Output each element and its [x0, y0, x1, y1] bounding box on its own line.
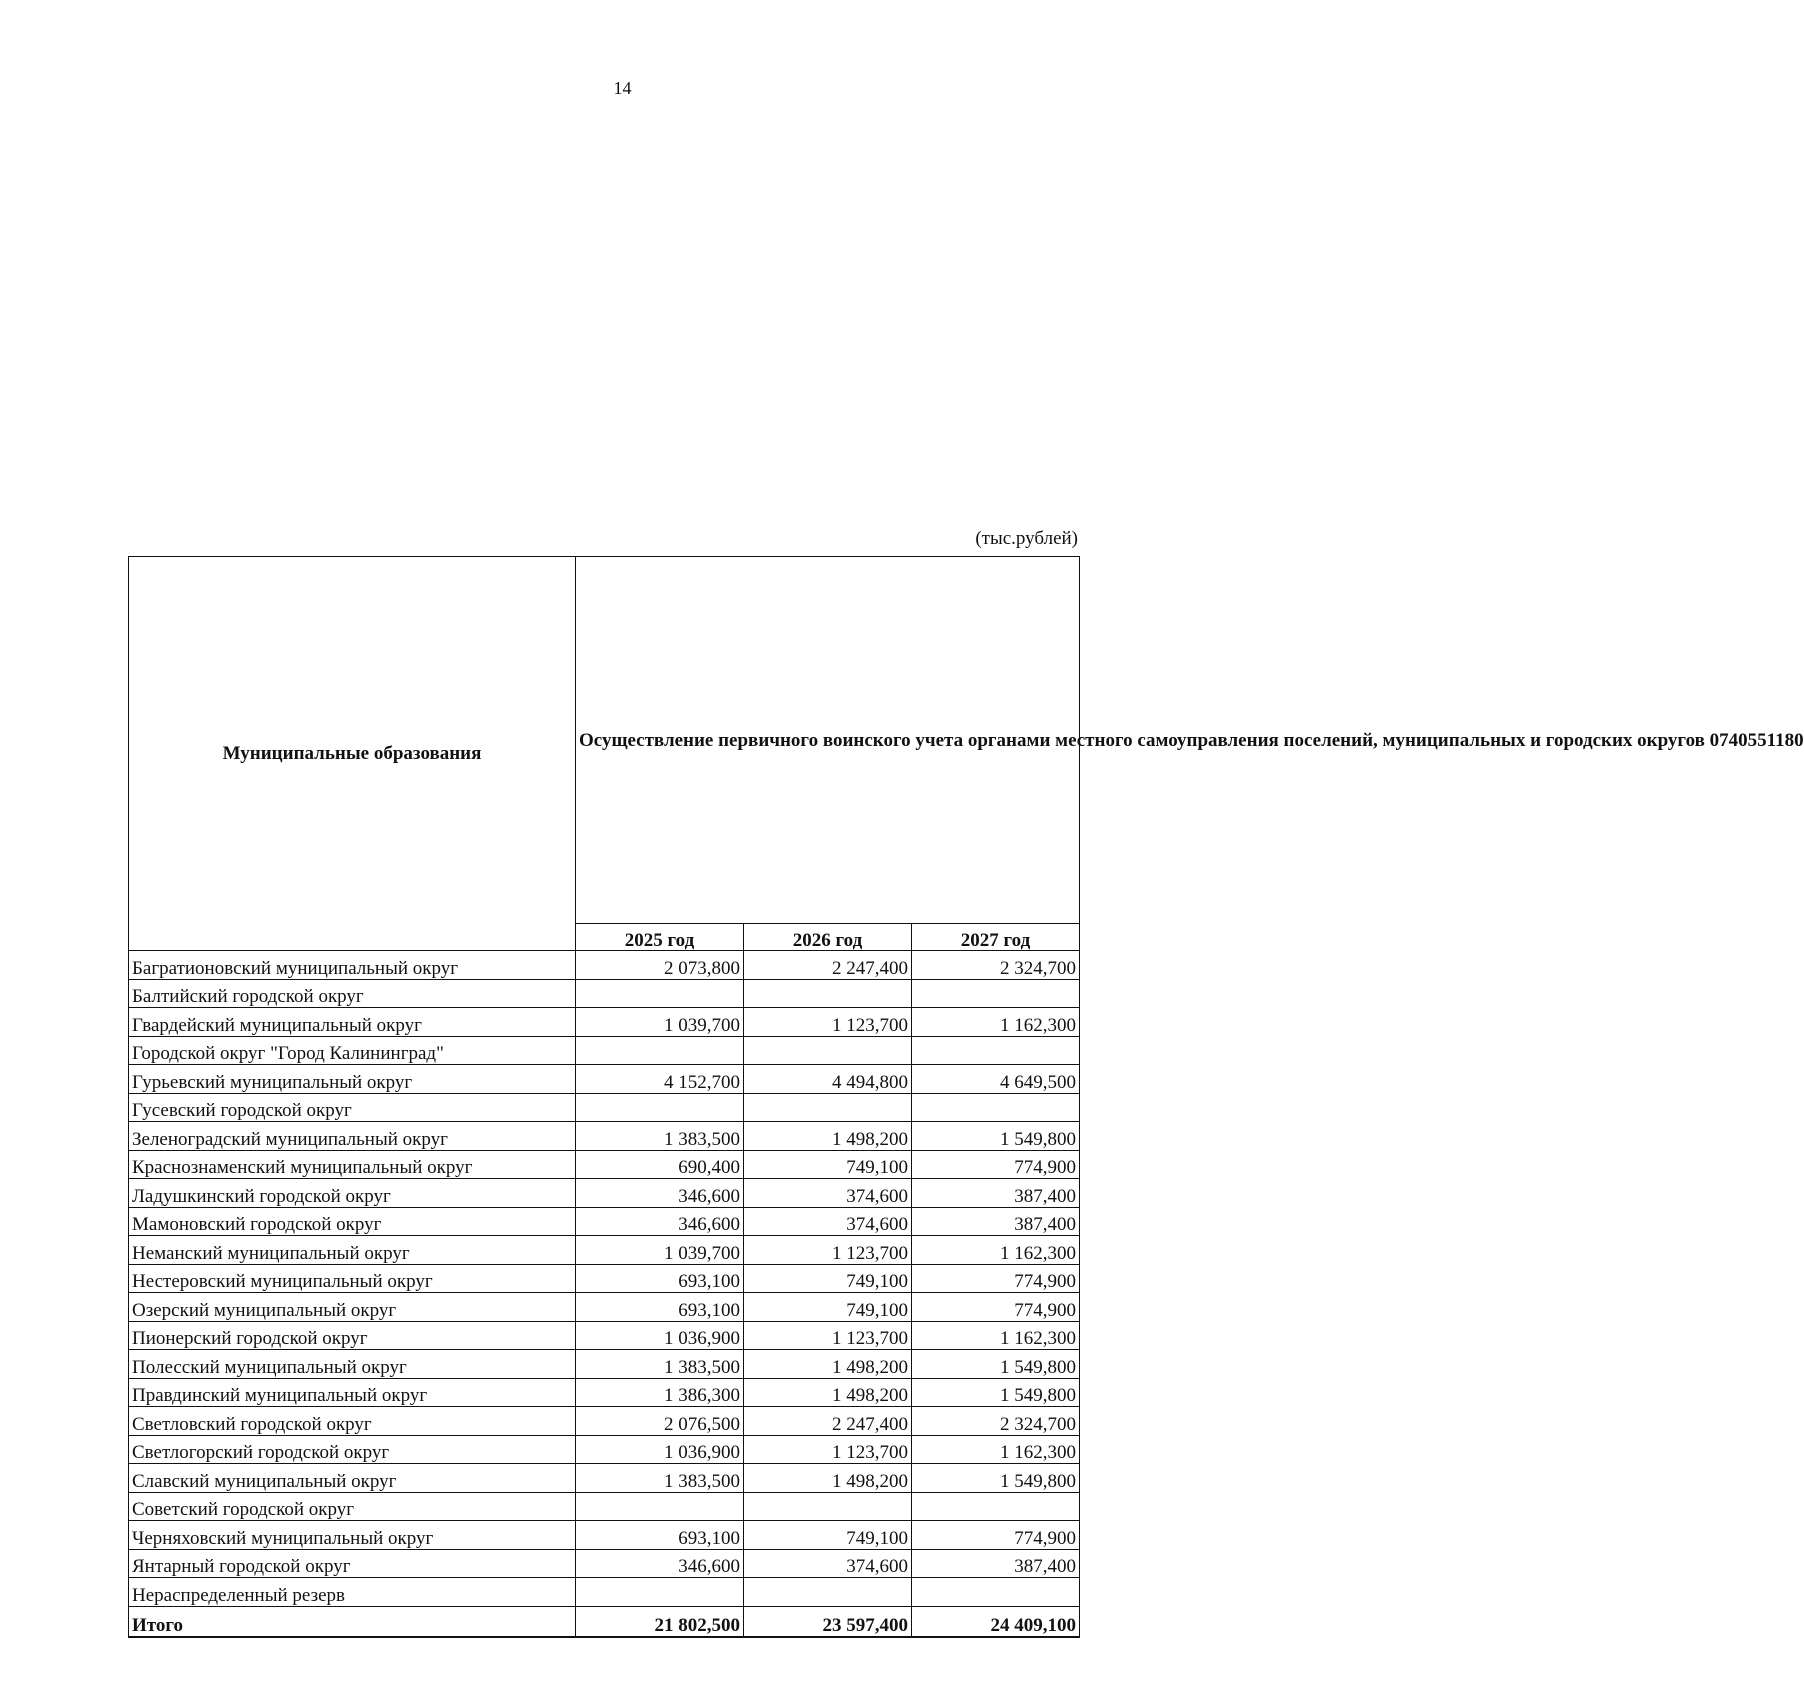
value-2026: 2 247,400: [744, 951, 912, 980]
value-2025: [576, 979, 744, 1008]
table-row: [129, 1378, 1080, 1407]
table-row: [129, 951, 1080, 980]
table-row: [129, 1549, 1080, 1578]
table-row: [129, 1236, 1080, 1265]
municipality-name: Озерский муниципальный округ: [129, 1293, 576, 1322]
municipality-name: Гурьевский муниципальный округ: [129, 1065, 576, 1094]
table-row: [129, 1264, 1080, 1293]
table-row: [129, 1492, 1080, 1521]
value-2027: 387,400: [912, 1179, 1080, 1208]
municipality-name: Нестеровский муниципальный округ: [129, 1264, 576, 1293]
value-2026: [744, 1093, 912, 1122]
total-2027: 24 409,100: [912, 1606, 1080, 1637]
table-body: [129, 951, 1080, 1607]
municipality-name: Нераспределенный резерв: [129, 1578, 576, 1607]
value-2025: 690,400: [576, 1150, 744, 1179]
value-2027: 387,400: [912, 1549, 1080, 1578]
municipality-name: Пионерский городской округ: [129, 1321, 576, 1350]
value-2027: 1 162,300: [912, 1236, 1080, 1265]
value-2027: [912, 1578, 1080, 1607]
value-2025: 2 076,500: [576, 1407, 744, 1436]
value-2025: 1 036,900: [576, 1435, 744, 1464]
table-row: [129, 1321, 1080, 1350]
value-2027: 1 162,300: [912, 1008, 1080, 1037]
value-2025: [576, 1578, 744, 1607]
table-row: [129, 1179, 1080, 1208]
units-label: (тыс.рублей): [975, 528, 1078, 549]
value-2026: [744, 1578, 912, 1607]
value-2025: 1 039,700: [576, 1008, 744, 1037]
municipality-name: Зеленоградский муниципальный округ: [129, 1122, 576, 1151]
value-2025: 346,600: [576, 1179, 744, 1208]
value-2027: 1 162,300: [912, 1321, 1080, 1350]
municipality-name: Правдинский муниципальный округ: [129, 1378, 576, 1407]
table-row: [129, 1207, 1080, 1236]
subsidy-column-header: Осуществление первичного воинского учета органами местного самоуправления поселений, муниципальных и городских округов 0740551180: [576, 557, 1080, 924]
value-2026: 1 498,200: [744, 1122, 912, 1151]
total-2025: 21 802,500: [576, 1606, 744, 1637]
value-2027: 2 324,700: [912, 1407, 1080, 1436]
value-2025: 2 073,800: [576, 951, 744, 980]
municipality-name: Светлогорский городской округ: [129, 1435, 576, 1464]
value-2025: 1 383,500: [576, 1464, 744, 1493]
municipality-name: Янтарный городской округ: [129, 1549, 576, 1578]
table-row: [129, 1521, 1080, 1550]
value-2027: 1 549,800: [912, 1464, 1080, 1493]
value-2025: 1 383,500: [576, 1350, 744, 1379]
value-2025: 4 152,700: [576, 1065, 744, 1094]
municipality-name: Мамоновский городской округ: [129, 1207, 576, 1236]
value-2027: 2 324,700: [912, 951, 1080, 980]
table-row: [129, 1122, 1080, 1151]
value-2025: 1 036,900: [576, 1321, 744, 1350]
value-2025: 1 383,500: [576, 1122, 744, 1151]
value-2025: 1 039,700: [576, 1236, 744, 1265]
total-2026: 23 597,400: [744, 1606, 912, 1637]
value-2026: 749,100: [744, 1150, 912, 1179]
table-row: [129, 1350, 1080, 1379]
value-2026: 4 494,800: [744, 1065, 912, 1094]
value-2027: 774,900: [912, 1150, 1080, 1179]
value-2027: 1 162,300: [912, 1435, 1080, 1464]
municipality-name: Советский городской округ: [129, 1492, 576, 1521]
municipality-name: Краснознаменский муниципальный округ: [129, 1150, 576, 1179]
table-row: [129, 1008, 1080, 1037]
budget-table: [128, 556, 1804, 1638]
value-2027: 774,900: [912, 1264, 1080, 1293]
value-2026: 749,100: [744, 1293, 912, 1322]
table-row: [129, 1407, 1080, 1436]
page-number: 14: [613, 78, 632, 98]
value-2026: 2 247,400: [744, 1407, 912, 1436]
total-label: Итого: [129, 1606, 576, 1637]
value-2027: [912, 1492, 1080, 1521]
year-header-2025: 2025 год: [576, 924, 744, 951]
total-row: [129, 1606, 1080, 1637]
value-2026: 374,600: [744, 1207, 912, 1236]
municipality-column-header: Муниципальные образования: [129, 557, 576, 951]
municipality-name: Гвардейский муниципальный округ: [129, 1008, 576, 1037]
value-2026: 1 498,200: [744, 1378, 912, 1407]
value-2026: 1 123,700: [744, 1435, 912, 1464]
table-row: [129, 1464, 1080, 1493]
value-2025: 346,600: [576, 1207, 744, 1236]
table-row: [129, 1093, 1080, 1122]
value-2027: [912, 1093, 1080, 1122]
municipality-name: Балтийский городской округ: [129, 979, 576, 1008]
table-row: [129, 1150, 1080, 1179]
municipality-name: Багратионовский муниципальный округ: [129, 951, 576, 980]
value-2027: 774,900: [912, 1293, 1080, 1322]
value-2027: [912, 1036, 1080, 1065]
value-2026: [744, 1492, 912, 1521]
value-2025: 1 386,300: [576, 1378, 744, 1407]
value-2025: [576, 1093, 744, 1122]
value-2026: 1 498,200: [744, 1350, 912, 1379]
value-2026: 1 123,700: [744, 1236, 912, 1265]
year-header-2027: 2027 год: [912, 924, 1080, 951]
value-2026: [744, 979, 912, 1008]
municipality-name: Городской округ "Город Калининград": [129, 1036, 576, 1065]
municipality-name: Светловский городской округ: [129, 1407, 576, 1436]
value-2027: [912, 979, 1080, 1008]
municipality-name: Гусевский городской округ: [129, 1093, 576, 1122]
value-2025: [576, 1036, 744, 1065]
value-2025: 346,600: [576, 1549, 744, 1578]
municipality-name: Полесский муниципальный округ: [129, 1350, 576, 1379]
value-2027: 1 549,800: [912, 1122, 1080, 1151]
table-row: [129, 1435, 1080, 1464]
value-2025: [576, 1492, 744, 1521]
value-2026: 749,100: [744, 1521, 912, 1550]
value-2027: 774,900: [912, 1521, 1080, 1550]
table-row: [129, 1065, 1080, 1094]
value-2026: 1 123,700: [744, 1321, 912, 1350]
municipality-name: Ладушкинский городской округ: [129, 1179, 576, 1208]
value-2027: 387,400: [912, 1207, 1080, 1236]
municipality-name: Черняховский муниципальный округ: [129, 1521, 576, 1550]
value-2026: 374,600: [744, 1549, 912, 1578]
table-row: [129, 1578, 1080, 1607]
value-2026: 1 123,700: [744, 1008, 912, 1037]
table-row: [129, 1293, 1080, 1322]
value-2025: 693,100: [576, 1293, 744, 1322]
value-2027: 4 649,500: [912, 1065, 1080, 1094]
value-2027: 1 549,800: [912, 1350, 1080, 1379]
table-row: [129, 1036, 1080, 1065]
value-2027: 1 549,800: [912, 1378, 1080, 1407]
year-header-2026: 2026 год: [744, 924, 912, 951]
table-row: [129, 979, 1080, 1008]
value-2026: 374,600: [744, 1179, 912, 1208]
municipality-name: Славский муниципальный округ: [129, 1464, 576, 1493]
value-2026: 749,100: [744, 1264, 912, 1293]
value-2026: 1 498,200: [744, 1464, 912, 1493]
value-2025: 693,100: [576, 1264, 744, 1293]
municipality-name: Неманский муниципальный округ: [129, 1236, 576, 1265]
value-2025: 693,100: [576, 1521, 744, 1550]
value-2026: [744, 1036, 912, 1065]
